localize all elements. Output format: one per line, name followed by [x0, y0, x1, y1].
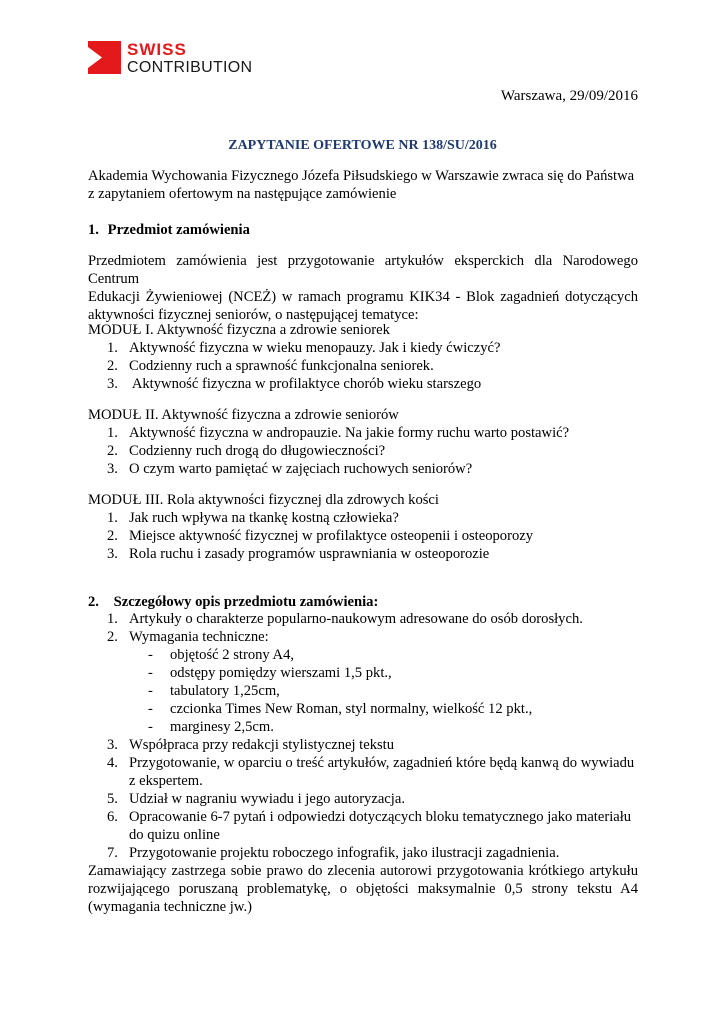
requirement-item	[148, 700, 532, 718]
list-item	[107, 527, 533, 545]
requirement-item	[148, 718, 274, 736]
requirement-item	[148, 682, 280, 700]
intro-line: Akademia Wychowania Fizycznego Józefa Piłsudskiego w Warszawie zwraca się do Państwa	[88, 168, 635, 184]
dash-bullet: -	[148, 683, 153, 699]
list-number: 4.	[107, 755, 118, 771]
list-number: 1.	[107, 340, 118, 356]
list-number: 1.	[107, 510, 118, 526]
requirement-text: marginesy 2,5cm.	[170, 719, 274, 735]
section-title: Szczegółowy opis przedmiotu zamówienia:	[113, 594, 379, 610]
module-title: MODUŁ III. Rola aktywności fizycznej dla zdrowych kości	[88, 492, 439, 508]
list-text: Opracowanie 6-7 pytań i odpowiedzi dotyczących bloku tematycznego jako materiału	[129, 809, 632, 825]
dash-bullet: -	[148, 665, 153, 681]
logo-text-swiss: SWISS	[127, 40, 187, 59]
list-number: 2.	[107, 528, 118, 544]
list-item	[107, 628, 269, 646]
list-item	[107, 545, 489, 563]
list-text: Przygotowanie, w oparciu o treść artykułów, zagadnień które będą kanwą do wywiadu	[129, 755, 635, 771]
dash-bullet: -	[148, 701, 153, 717]
list-text: Artykuły o charakterze popularno-naukowym adresowane do osób dorosłych.	[129, 611, 583, 627]
list-text: Udział w nagraniu wywiadu i jego autoryzacja.	[129, 791, 405, 807]
paragraph-line: rozwijającego poruszaną problematykę, o objętości maksymalnie 0,5 strony tekstu A4	[88, 881, 638, 897]
list-number: 7.	[107, 845, 118, 861]
list-text: Miejsce aktywność fizycznej w profilaktyce osteopenii i osteoporozy	[129, 528, 534, 544]
list-text: Codzienny ruch drogą do długowieczności?	[129, 443, 386, 459]
section-number: 1.	[88, 222, 99, 238]
list-item	[107, 357, 434, 375]
list-text: O czym warto pamiętać w zajęciach ruchowych seniorów?	[129, 461, 473, 477]
section-1-paragraph	[88, 252, 638, 324]
section-title: Przedmiot zamówienia	[107, 222, 250, 238]
paragraph-line: Edukacji Żywieniowej (NCEŻ) w ramach programu KIK34 - Blok zagadnień dotyczących	[88, 289, 638, 305]
dash-bullet: -	[148, 719, 153, 735]
list-number: 2.	[107, 629, 118, 645]
swiss-cross-icon	[88, 41, 121, 74]
section-number: 2.	[88, 594, 99, 610]
paragraph-line: (wymagania techniczne jw.)	[88, 899, 252, 915]
intro-line: z zapytaniem ofertowym na następujące zamówienie	[88, 186, 397, 202]
list-number: 3.	[107, 376, 118, 392]
list-text: Aktywność fizyczna w profilaktyce chorób wieku starszego	[129, 376, 482, 392]
intro-paragraph	[88, 167, 638, 203]
paragraph-line: aktywności fizycznej seniorów, o następującej tematyce:	[88, 307, 419, 323]
list-number: 2.	[107, 358, 118, 374]
document-title: ZAPYTANIE OFERTOWE NR 138/SU/2016	[228, 138, 497, 153]
list-number: 2.	[107, 443, 118, 459]
list-item	[107, 375, 481, 393]
paragraph-line: Zamawiający zastrzega sobie prawo do zlecenia autorowi przygotowania krótkiego artykułu	[88, 863, 638, 879]
list-text: Aktywność fizyczna w wieku menopauzy. Jak i kiedy ćwiczyć?	[129, 340, 501, 356]
section-2-heading	[88, 593, 378, 611]
list-item	[107, 790, 405, 808]
section-1-heading	[88, 221, 250, 239]
list-item-continuation: do quizu online	[129, 827, 220, 843]
list-text: Przygotowanie projektu roboczego infografik, jako ilustracji zagadnienia.	[129, 845, 560, 861]
logo-text-contribution: CONTRIBUTION	[127, 59, 253, 76]
list-item	[107, 339, 500, 357]
list-item	[107, 509, 399, 527]
module-title: MODUŁ II. Aktywność fizyczna a zdrowie seniorów	[88, 407, 399, 423]
requirement-text: czcionka Times New Roman, styl normalny, wielkość 12 pkt.,	[170, 701, 533, 717]
list-number: 3.	[107, 737, 118, 753]
list-text: Wymagania techniczne:	[129, 629, 269, 645]
paragraph-line: Przedmiotem zamówienia jest przygotowanie artykułów eksperckich dla Narodowego Centrum	[88, 253, 638, 287]
list-item	[107, 424, 569, 442]
dash-bullet: -	[148, 647, 153, 663]
list-number: 6.	[107, 809, 118, 825]
swiss-contribution-logo	[88, 41, 278, 81]
list-number: 3.	[107, 546, 118, 562]
list-item	[107, 754, 634, 772]
list-number: 1.	[107, 425, 118, 441]
requirement-text: odstępy pomiędzy wierszami 1,5 pkt.,	[170, 665, 392, 681]
module-title: MODUŁ I. Aktywność fizyczna a zdrowie seniorek	[88, 322, 390, 338]
list-item	[107, 610, 583, 628]
closing-paragraph	[88, 862, 638, 916]
requirement-item	[148, 664, 392, 682]
list-text: Aktywność fizyczna w andropauzie. Na jakie formy ruchu warto postawić?	[129, 425, 570, 441]
requirement-item	[148, 646, 294, 664]
list-item	[107, 736, 394, 754]
list-number: 5.	[107, 791, 118, 807]
list-number: 3.	[107, 461, 118, 477]
list-item-continuation: z ekspertem.	[129, 773, 203, 789]
requirement-text: objętość 2 strony A4,	[170, 647, 295, 663]
list-text: Jak ruch wpływa na tkankę kostną człowieka?	[129, 510, 399, 526]
requirement-text: tabulatory 1,25cm,	[170, 683, 280, 699]
list-text: Codzienny ruch a sprawność funkcjonalna seniorek.	[129, 358, 434, 374]
list-item	[107, 844, 559, 862]
list-item	[107, 460, 472, 478]
list-number: 1.	[107, 611, 118, 627]
list-text: Współpraca przy redakcji stylistycznej tekstu	[129, 737, 395, 753]
list-text: Rola ruchu i zasady programów usprawniania w osteoporozie	[129, 546, 490, 562]
list-item	[107, 808, 631, 826]
list-item	[107, 442, 385, 460]
document-date: Warszawa, 29/09/2016	[500, 88, 638, 104]
